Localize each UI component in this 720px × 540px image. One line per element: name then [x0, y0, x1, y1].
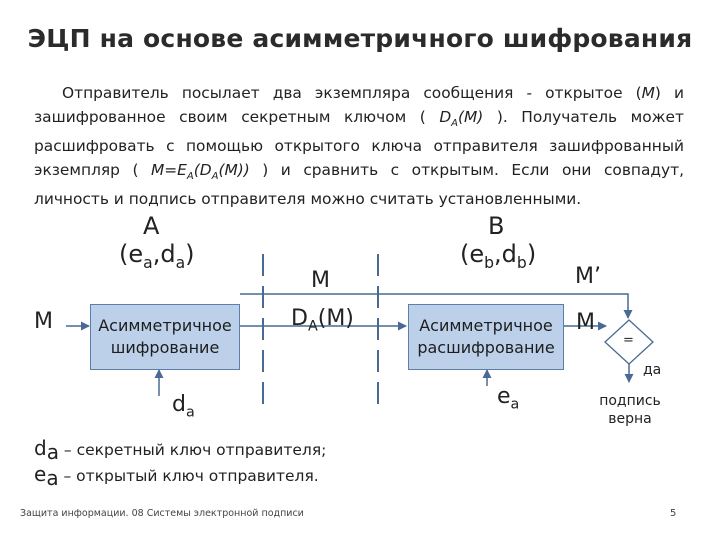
intro-m: M — [641, 84, 655, 102]
label-m-prime: M’ — [575, 264, 601, 289]
label-result: подпись верна — [599, 393, 661, 427]
party-a-name: A — [143, 212, 160, 240]
party-a-sub1: a — [143, 253, 153, 272]
legend-e-text: – открытый ключ отправителя. — [58, 467, 319, 485]
intro-formula-post: (M)) — [218, 160, 250, 179]
party-b-close: ) — [526, 240, 537, 268]
party-b-keys — [460, 240, 536, 272]
party-b-sub1: b — [484, 253, 495, 272]
legend-e-symbol: e — [34, 462, 47, 486]
intro-da-rest: (M) — [458, 107, 484, 126]
intro-text-4: ) и сравнить с открытым. Если они совпадут, личность и подпись отправителя можно считать установленными. — [34, 160, 684, 209]
encrypt-box — [90, 304, 240, 370]
legend-e-sub: a — [46, 466, 59, 491]
decrypt-line-2: расшифрование — [417, 338, 555, 357]
party-a-close: ) — [185, 240, 195, 268]
label-m-decrypted: M — [576, 310, 595, 335]
label-key-d — [172, 392, 195, 420]
slide-title: ЭЦП на основе асимметричного шифрования — [27, 24, 693, 53]
intro-text-2: ) и зашифрованное своим секретным ключом ( — [34, 84, 684, 126]
label-da-m-d: D — [291, 306, 308, 331]
party-a-open: (e — [119, 240, 144, 268]
page-number: 5 — [670, 508, 677, 519]
intro-da-d: D — [439, 107, 452, 126]
party-a-sub2: a — [175, 253, 186, 272]
party-b-name: B — [488, 212, 505, 240]
label-key-e — [497, 384, 519, 412]
legend-d-text: – секретный ключ отправителя; — [58, 441, 327, 459]
label-m-open: M — [311, 268, 330, 293]
intro-text-3: ). Получатель может расшифровать с помощью открытого ключа отправителя зашифрованный экземпляр ( — [34, 107, 684, 179]
legend-e — [34, 462, 319, 490]
party-b-open: (e — [460, 240, 485, 268]
label-da-m — [291, 306, 354, 334]
party-b-sub2: b — [516, 253, 527, 272]
label-yes: да — [643, 362, 662, 378]
decrypt-box — [408, 304, 564, 370]
label-key-e-sub: a — [510, 396, 520, 413]
label-da-m-sub: A — [307, 318, 318, 335]
intro-text-1: Отправитель посылает два экземпляра сообщения - открытое ( — [62, 84, 642, 102]
encrypt-line-1: Асимметричное — [98, 316, 232, 335]
label-m-input: M — [34, 309, 53, 334]
footer-course: Защита информации. 08 Системы электронной подписи — [20, 508, 304, 519]
intro-da-sub: A — [451, 117, 459, 129]
intro-formula-sub1: A — [186, 170, 194, 182]
label-key-e-letter: e — [497, 384, 511, 409]
intro-formula-pre: M=E — [151, 160, 187, 179]
label-key-d-sub: a — [185, 404, 195, 421]
party-a-comma: ,d — [152, 240, 176, 268]
decrypt-line-1: Асимметричное — [419, 316, 553, 335]
intro-formula-mid: (D — [193, 160, 212, 179]
legend-d — [34, 436, 326, 464]
party-b-comma: ,d — [494, 240, 517, 268]
party-a-keys — [119, 240, 195, 272]
compare-equals: = — [623, 333, 634, 348]
label-da-m-rest: (M) — [317, 306, 354, 331]
legend-d-symbol: d — [34, 436, 47, 460]
encrypt-line-2: шифрование — [110, 338, 220, 357]
label-key-d-letter: d — [172, 392, 186, 417]
legend-d-sub: a — [46, 440, 59, 465]
intro-formula-sub2: A — [211, 170, 219, 182]
